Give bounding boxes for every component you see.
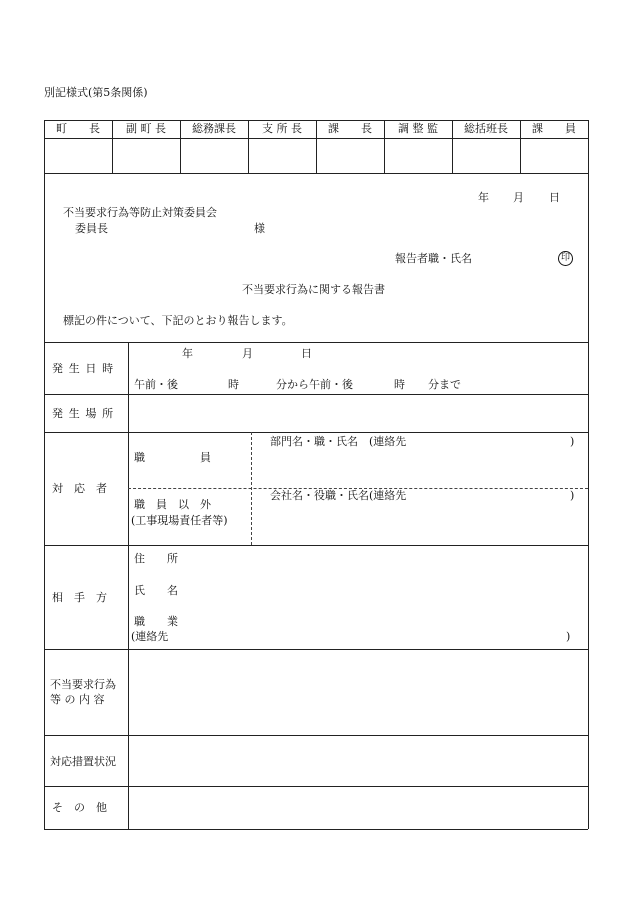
approval-header-section-chief: 課 長 xyxy=(328,122,372,135)
responder-staff-field[interactable] xyxy=(253,450,587,486)
counterpart-occupation-label: 職 業 xyxy=(134,615,178,628)
reporter-label: 報告者職・氏名 xyxy=(395,252,472,265)
occurrence-ampm-start: 午前・後 xyxy=(134,378,178,391)
occurrence-place-field[interactable] xyxy=(129,395,587,431)
addressee-honorific: 様 xyxy=(254,222,265,235)
other-field[interactable] xyxy=(129,787,587,828)
occurrence-month: 月 xyxy=(242,347,253,360)
content-field[interactable] xyxy=(129,650,587,734)
approval-header-general-affairs-chief: 総務課長 xyxy=(192,122,236,135)
responder-nonstaff-field[interactable] xyxy=(253,505,587,543)
approval-header-team-leader: 総括班長 xyxy=(464,122,508,135)
stamp-cell-deputy-mayor[interactable] xyxy=(113,139,179,172)
content-label-line1: 不当要求行為 xyxy=(50,678,116,691)
occurrence-minute-until: 分まで xyxy=(428,378,461,391)
date-day: 日 xyxy=(549,191,560,204)
occurrence-minute-from: 分から午前・後 xyxy=(276,378,353,391)
occurrence-hour: 時 xyxy=(228,378,239,391)
responder-nonstaff-info: 会社名・役職・氏名(連絡先 xyxy=(270,489,407,502)
other-label: そ の 他 xyxy=(52,801,107,814)
addressee-chair: 委員長 xyxy=(75,222,108,235)
responder-nonstaff-close: ) xyxy=(570,489,575,502)
seal-mark-icon: 印 xyxy=(558,251,573,266)
content-label-line2: 等 の 内 容 xyxy=(50,693,105,706)
stamp-cell-general-affairs-chief[interactable] xyxy=(181,139,247,172)
counterpart-contact-label: (連絡先 xyxy=(131,630,169,643)
approval-header-deputy-mayor: 副 町 長 xyxy=(126,122,166,135)
responder-staff-label: 職 員 xyxy=(134,451,211,464)
approval-header-mayor: 町 長 xyxy=(56,122,100,135)
counterpart-name-label: 氏 名 xyxy=(134,584,178,597)
approval-header-branch-chief: 支 所 長 xyxy=(262,122,302,135)
stamp-cell-mayor[interactable] xyxy=(45,139,111,172)
occurrence-place-label: 発 生 場 所 xyxy=(52,407,115,420)
responder-nonstaff-label: 職 員 以 外 xyxy=(134,498,211,511)
occurrence-year: 年 xyxy=(182,347,193,360)
stamp-cell-branch-chief[interactable] xyxy=(249,139,315,172)
responder-nonstaff-sub: (工事現場責任者等) xyxy=(131,514,228,527)
responder-label: 対 応 者 xyxy=(52,482,107,495)
counterpart-field[interactable] xyxy=(190,547,587,647)
occurrence-datetime-label: 発 生 日 時 xyxy=(52,362,115,375)
counterpart-label: 相 手 方 xyxy=(52,591,107,604)
report-title: 不当要求行為に関する報告書 xyxy=(242,283,385,296)
response-status-label: 対応措置状況 xyxy=(50,755,116,768)
intro-text: 標記の件について、下記のとおり報告します。 xyxy=(63,314,293,327)
stamp-cell-section-chief[interactable] xyxy=(317,139,383,172)
stamp-cell-team-leader[interactable] xyxy=(453,139,519,172)
form-title: 別記様式(第5条関係) xyxy=(44,86,148,99)
date-year: 年 xyxy=(478,191,489,204)
approval-header-staff: 課 員 xyxy=(532,122,576,135)
occurrence-hour2: 時 xyxy=(394,378,405,391)
addressee-committee: 不当要求行為等防止対策委員会 xyxy=(63,206,217,219)
responder-staff-close: ) xyxy=(570,435,575,448)
counterpart-contact-close: ) xyxy=(566,630,571,643)
date-month: 月 xyxy=(513,191,524,204)
counterpart-address-label: 住 所 xyxy=(134,552,178,565)
stamp-cell-staff[interactable] xyxy=(521,139,587,172)
response-status-field[interactable] xyxy=(129,736,587,785)
stamp-cell-coordinator[interactable] xyxy=(385,139,451,172)
approval-header-coordinator: 調 整 監 xyxy=(398,122,438,135)
reporter-name-field[interactable] xyxy=(478,248,554,268)
responder-staff-info: 部門名・職・氏名 (連絡先 xyxy=(270,435,407,448)
occurrence-day: 日 xyxy=(301,347,312,360)
occurrence-datetime-field[interactable] xyxy=(129,343,587,393)
